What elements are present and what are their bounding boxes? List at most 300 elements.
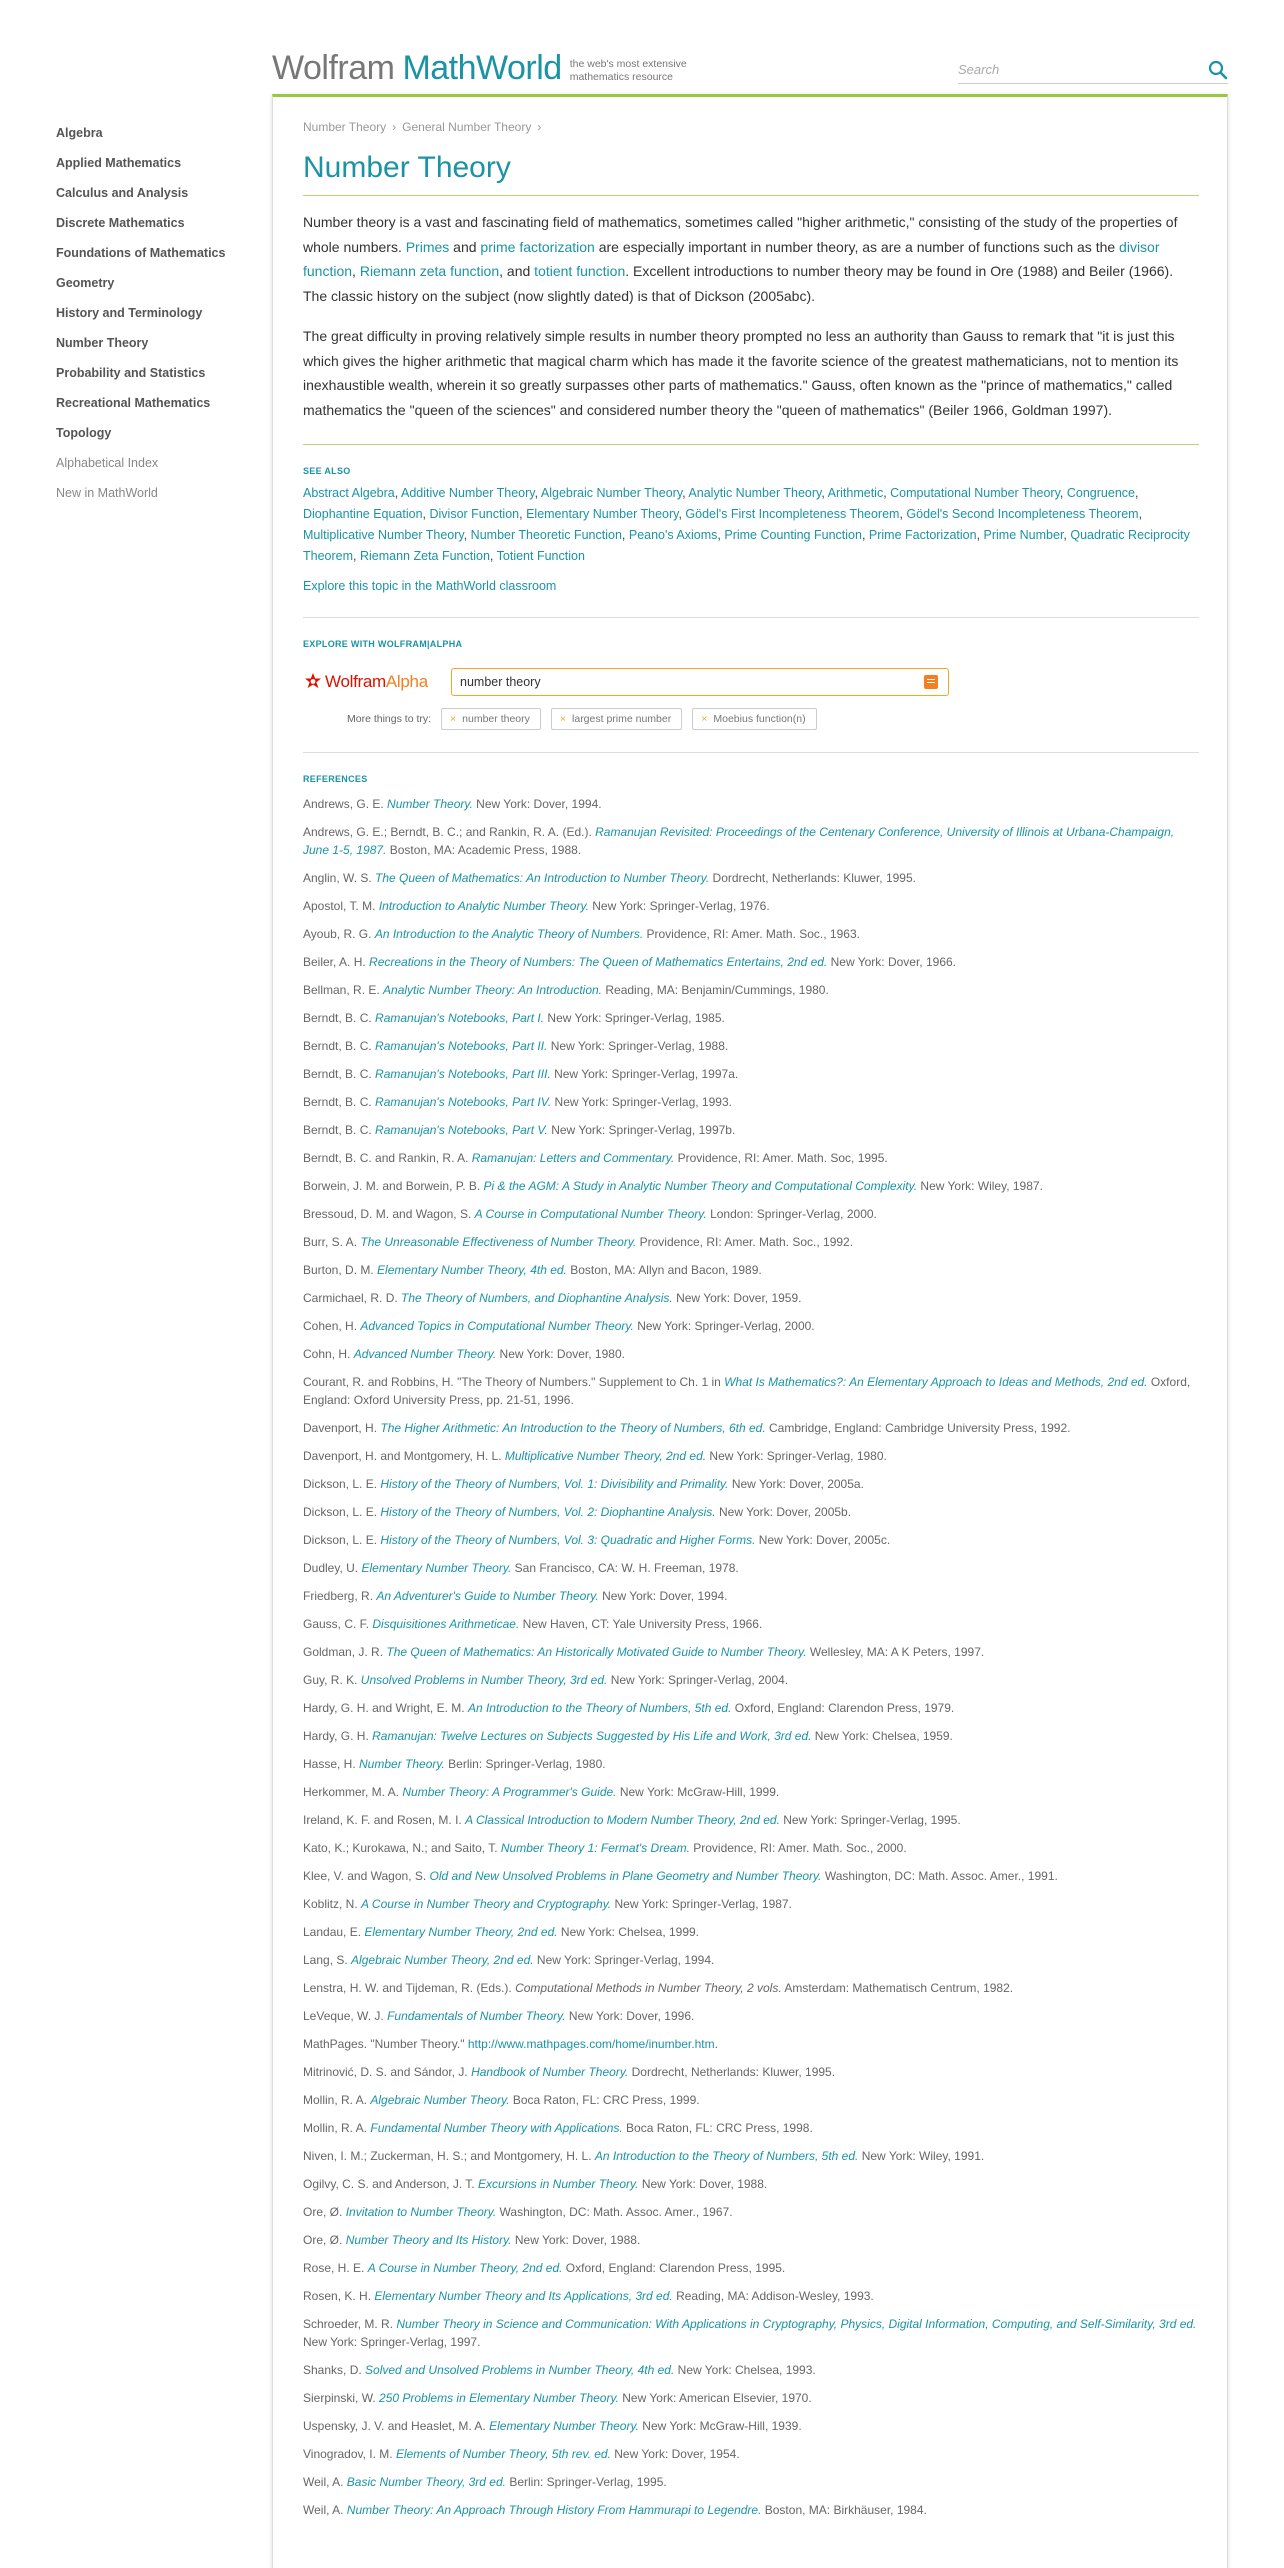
see-also-separator: , xyxy=(519,507,527,521)
reference-authors: Gauss, C. F. xyxy=(303,1617,373,1631)
sidebar-nav xyxy=(56,118,266,508)
reference-authors: Andrews, G. E.; Berndt, B. C.; and Rankin, R. A. (Ed.). xyxy=(303,825,596,839)
reference-title[interactable]: Analytic Number Theory: An Introduction. xyxy=(383,983,603,997)
intro-paragraph xyxy=(303,210,1199,308)
wolfram-alpha-suggestion-chip[interactable]: × Moebius function(n) xyxy=(692,708,816,730)
reference-publisher: Providence, RI: Amer. Math. Soc., 2000. xyxy=(689,1841,907,1855)
reference-item xyxy=(303,1783,1199,1801)
reference-authors: Borwein, J. M. and Borwein, P. B. xyxy=(303,1179,484,1193)
reference-title[interactable]: Ramanujan: Twelve Lectures on Subjects Suggested by His Life and Work, 3rd ed. xyxy=(372,1729,812,1743)
reference-publisher: Oxford, England: Oxford University Press, pp. 21-51, 1996. xyxy=(303,1375,1191,1407)
reference-item xyxy=(303,1121,1199,1139)
site-logo[interactable] xyxy=(272,48,710,88)
sidebar-item-probability-and-statistics[interactable]: Probability and Statistics xyxy=(56,366,206,380)
see-also-link[interactable]: Algebraic Number Theory xyxy=(540,486,683,500)
reference-title[interactable]: Basic Number Theory, 3rd ed. xyxy=(346,2475,506,2489)
explore-classroom-link[interactable]: Explore this topic in the MathWorld classroom xyxy=(303,579,557,593)
reference-publisher: New York: Springer-Verlag, 1976. xyxy=(588,899,770,913)
reference-item xyxy=(303,1289,1199,1307)
sidebar-item-history-and-terminology[interactable]: History and Terminology xyxy=(56,306,203,320)
reference-authors: Cohen, H. xyxy=(303,1319,361,1333)
page-title: Number Theory xyxy=(303,149,1199,196)
reference-title[interactable]: A Course in Number Theory, 2nd ed. xyxy=(367,2261,563,2275)
reference-title[interactable]: Pi & the AGM: A Study in Analytic Number Theory and Computational Complexity. xyxy=(483,1179,918,1193)
reference-item xyxy=(303,2007,1199,2025)
see-also-link[interactable]: Number Theoretic Function xyxy=(470,528,622,542)
reference-publisher: San Francisco, CA: W. H. Freeman, 1978. xyxy=(511,1561,739,1575)
reference-item xyxy=(303,1643,1199,1661)
see-also-separator: , xyxy=(861,528,869,542)
reference-publisher: New York: Springer-Verlag, 1980. xyxy=(706,1449,887,1463)
see-also-separator: , xyxy=(821,486,828,500)
reference-title[interactable]: What Is Mathematics?: An Elementary Approach to Ideas and Methods, 2nd ed. xyxy=(724,1375,1148,1389)
reference-title[interactable]: Number Theory 1: Fermat's Dream. xyxy=(500,1841,690,1855)
paragraph-text: . Excellent introductions to number theory may be found in Ore (1988) and Beiler (1966). The classic history on the subject (now slightly dated) is that of Dickson (2005abc). xyxy=(303,263,1174,304)
see-also-separator: , xyxy=(621,528,629,542)
divider xyxy=(303,752,1199,753)
reference-item xyxy=(303,1811,1199,1829)
divider xyxy=(303,444,1199,445)
reference-item xyxy=(303,2175,1199,2193)
reference-title[interactable]: Elementary Number Theory and Its Applications, 3rd ed. xyxy=(374,2289,673,2303)
reference-item xyxy=(303,1475,1199,1493)
reference-authors: Koblitz, N. xyxy=(303,1897,362,1911)
reference-publisher: New York: Springer-Verlag, 1993. xyxy=(551,1095,732,1109)
wolfram-alpha-logo-text xyxy=(325,672,428,692)
paragraph-text: Number theory is a vast and fascinating field of mathematics, sometimes called "higher arithmetic," consisting of the study of the properties of whole numbers. xyxy=(303,214,1178,255)
reference-authors: Guy, R. K. xyxy=(303,1673,361,1687)
reference-title[interactable]: Ramanujan's Notebooks, Part IV. xyxy=(375,1095,552,1109)
reference-publisher: New York: Springer-Verlag, 1997a. xyxy=(550,1067,739,1081)
reference-title[interactable]: Number Theory: A Programmer's Guide. xyxy=(402,1785,617,1799)
reference-title[interactable]: Excursions in Number Theory. xyxy=(477,2177,639,2191)
reference-authors: Cohn, H. xyxy=(303,1347,354,1361)
see-also-link[interactable]: Peano's Axioms xyxy=(628,528,718,542)
reference-authors: Bressoud, D. M. and Wagon, S. xyxy=(303,1207,475,1221)
reference-authors: Berndt, B. C. xyxy=(303,1039,376,1053)
more-things-to-try xyxy=(347,708,1199,730)
reference-title[interactable]: Unsolved Problems in Number Theory, 3rd ed. xyxy=(360,1673,608,1687)
reference-publisher: New York: Springer-Verlag, 1987. xyxy=(611,1897,792,1911)
reference-publisher: Boca Raton, FL: CRC Press, 1998. xyxy=(622,2121,813,2135)
see-also-separator: , xyxy=(1063,528,1071,542)
reference-publisher: New York: Dover, 1988. xyxy=(638,2177,768,2191)
reference-authors: Berndt, B. C. xyxy=(303,1123,376,1137)
reference-item xyxy=(303,2203,1199,2221)
reference-authors: Berndt, B. C. xyxy=(303,1067,376,1081)
reference-authors: Apostol, T. M. xyxy=(303,899,379,913)
reference-publisher: Dordrecht, Netherlands: Kluwer, 1995. xyxy=(709,871,916,885)
wolfram-alpha-suggestion-chip[interactable]: × largest prime number xyxy=(551,708,682,730)
wolfram-alpha-logo[interactable] xyxy=(303,672,451,692)
reference-authors: Schroeder, M. R. xyxy=(303,2317,397,2331)
reference-publisher: Berlin: Springer-Verlag, 1995. xyxy=(505,2475,667,2489)
reference-authors: Hasse, H. xyxy=(303,1757,360,1771)
see-also-link[interactable]: Totient Function xyxy=(496,549,585,563)
reference-title[interactable]: Number Theory. xyxy=(359,1757,445,1771)
see-also-separator: , xyxy=(883,486,891,500)
reference-publisher: New York: American Elsevier, 1970. xyxy=(618,2391,812,2405)
reference-title[interactable]: Elementary Number Theory, 4th ed. xyxy=(377,1263,567,1277)
reference-publisher: New York: Dover, 1954. xyxy=(610,2447,740,2461)
see-also-separator: , xyxy=(1138,507,1143,521)
reference-authors: Kato, K.; Kurokawa, N.; and Saito, T. xyxy=(303,1841,501,1855)
see-also-separator: , xyxy=(394,486,401,500)
reference-title[interactable]: Introduction to Analytic Number Theory. xyxy=(378,899,589,913)
reference-title[interactable]: Handbook of Number Theory. xyxy=(471,2065,629,2079)
reference-title[interactable]: Number Theory. xyxy=(387,797,473,811)
reference-publisher: New Haven, CT: Yale University Press, 1966. xyxy=(519,1617,763,1631)
sidebar-item-alphabetical-index[interactable]: Alphabetical Index xyxy=(56,456,159,470)
reference-item xyxy=(303,925,1199,943)
reference-title[interactable]: Number Theory and Its History. xyxy=(345,2233,512,2247)
see-also-separator: , xyxy=(976,528,984,542)
reference-publisher: Boston, MA: Academic Press, 1988. xyxy=(386,843,582,857)
see-also-separator: , xyxy=(1059,486,1067,500)
reference-publisher: New York: Dover, 1996. xyxy=(565,2009,695,2023)
reference-publisher: Providence, RI: Amer. Math. Soc., 1992. xyxy=(636,1235,854,1249)
see-also-link[interactable]: Riemann Zeta Function xyxy=(359,549,490,563)
reference-item xyxy=(303,1559,1199,1577)
reference-authors: Burr, S. A. xyxy=(303,1235,361,1249)
reference-publisher: New York: Dover, 1980. xyxy=(496,1347,625,1361)
reference-item xyxy=(303,2361,1199,2379)
reference-publisher: London: Springer-Verlag, 2000. xyxy=(706,1207,877,1221)
reference-item xyxy=(303,1895,1199,1913)
reference-item xyxy=(303,1261,1199,1279)
reference-authors: Dickson, L. E. xyxy=(303,1477,381,1491)
reference-title[interactable]: The Queen of Mathematics: An Historically Motivated Guide to Number Theory. xyxy=(386,1645,807,1659)
reference-publisher: New York: Dover, 2005c. xyxy=(755,1533,891,1547)
wolfram-alpha-input-box xyxy=(451,668,949,696)
breadcrumb-separator: › xyxy=(537,120,542,134)
see-also-separator: , xyxy=(534,486,541,500)
reference-item xyxy=(303,1037,1199,1055)
reference-publisher: Boca Raton, FL: CRC Press, 1999. xyxy=(509,2093,700,2107)
see-also-link[interactable]: Computational Number Theory xyxy=(890,486,1060,500)
see-also-separator: , xyxy=(682,486,689,500)
reference-item xyxy=(303,2035,1199,2053)
reference-title[interactable]: Elements of Number Theory, 5th rev. ed. xyxy=(395,2447,611,2461)
sidebar-item-applied-mathematics[interactable]: Applied Mathematics xyxy=(56,156,182,170)
reference-authors: Lenstra, H. W. and Tijdeman, R. (Eds.). xyxy=(303,1981,516,1995)
see-also-link[interactable]: Additive Number Theory xyxy=(400,486,535,500)
see-also-link[interactable]: Prime Counting Function xyxy=(724,528,862,542)
reference-title[interactable]: Ramanujan's Notebooks, Part II. xyxy=(375,1039,548,1053)
reference-item xyxy=(303,953,1199,971)
reference-authors: Carmichael, R. D. xyxy=(303,1291,402,1305)
reference-title[interactable]: A Course in Number Theory and Cryptography. xyxy=(361,1897,612,1911)
reference-item xyxy=(303,2259,1199,2277)
sidebar-item-new-in-mathworld[interactable]: New in MathWorld xyxy=(56,486,158,500)
wolfram-alpha-suggestion-chip[interactable]: × number theory xyxy=(441,708,541,730)
reference-authors: Mollin, R. A. xyxy=(303,2121,371,2135)
reference-title[interactable]: The Theory of Numbers, and Diophantine Analysis. xyxy=(401,1291,673,1305)
sidebar-item-algebra[interactable]: Algebra xyxy=(56,126,103,140)
reference-item xyxy=(303,1503,1199,1521)
reference-publisher: New York: Springer-Verlag, 1985. xyxy=(544,1011,725,1025)
reference-item xyxy=(303,1447,1199,1465)
see-also-separator: , xyxy=(422,507,430,521)
reference-publisher: New York: Dover, 2005b. xyxy=(715,1505,852,1519)
reference-item xyxy=(303,1727,1199,1745)
reference-authors: Niven, I. M.; Zuckerman, H. S.; and Montgomery, H. L. xyxy=(303,2149,595,2163)
see-also-separator: , xyxy=(1134,486,1139,500)
reference-title[interactable]: Recreations in the Theory of Numbers: The Queen of Mathematics Entertains, 2nd ed. xyxy=(369,955,828,969)
article xyxy=(303,119,1199,2529)
reference-authors: Davenport, H. xyxy=(303,1421,381,1435)
reference-title[interactable]: A Classical Introduction to Modern Number Theory, 2nd ed. xyxy=(465,1813,780,1827)
reference-item xyxy=(303,1093,1199,1111)
reference-authors: Andrews, G. E. xyxy=(303,797,388,811)
reference-publisher: New York: Dover, 1988. xyxy=(511,2233,641,2247)
reference-publisher: New York: Dover, 1994. xyxy=(598,1589,728,1603)
sidebar-item-foundations-of-mathematics[interactable]: Foundations of Mathematics xyxy=(56,246,226,260)
see-also-link[interactable]: Gödel's First Incompleteness Theorem xyxy=(685,507,900,521)
see-also-separator: , xyxy=(717,528,725,542)
see-also-link[interactable]: Multiplicative Number Theory xyxy=(303,528,464,542)
reference-publisher: Amsterdam: Mathematisch Centrum, 1982. xyxy=(781,1981,1014,1995)
see-also-separator: , xyxy=(463,528,471,542)
wolfram-alpha-widget xyxy=(303,668,1199,696)
reference-authors: Uspensky, J. V. and Heaslet, M. A. xyxy=(303,2419,490,2433)
reference-title[interactable]: The Unreasonable Effectiveness of Number Theory. xyxy=(360,1235,637,1249)
reference-item xyxy=(303,1233,1199,1251)
reference-publisher: New York: Chelsea, 1999. xyxy=(557,1925,700,1939)
reference-authors: Dudley, U. xyxy=(303,1561,362,1575)
breadcrumb xyxy=(303,119,1199,135)
reference-authors: Mollin, R. A. xyxy=(303,2093,371,2107)
reference-title[interactable]: 250 Problems in Elementary Number Theory. xyxy=(379,2391,619,2405)
reference-publisher: Oxford, England: Clarendon Press, 1979. xyxy=(731,1701,955,1715)
see-also-link[interactable]: Divisor Function xyxy=(429,507,520,521)
reference-publisher: New York: Dover, 1959. xyxy=(672,1291,802,1305)
reference-item xyxy=(303,2287,1199,2305)
paragraph-text: The great difficulty in proving relatively simple results in number theory prompted no less an authority than Gauss to remark that "it is just this which gives the higher arithmetic that magical charm which has made it the favorite science of the greatest mathematicians, not to mention its inexhaustible wealth, wherein it so greatly surpasses other parts of mathematics." Gauss, often known as the "prince of mathematics," called mathematics the "queen of the sciences" and considered number theory the "queen of mathematics" (Beiler 1966, Goldman 1997). xyxy=(303,328,1179,418)
reference-item xyxy=(303,1587,1199,1605)
see-also-link[interactable]: Arithmetic xyxy=(827,486,884,500)
reference-publisher: . xyxy=(714,2037,718,2051)
reference-title[interactable]: Elementary Number Theory. xyxy=(361,1561,512,1575)
inline-link[interactable]: prime factorization xyxy=(480,238,595,255)
breadcrumb-link[interactable]: General Number Theory xyxy=(402,120,532,134)
reference-publisher: New York: Chelsea, 1959. xyxy=(811,1729,953,1743)
reference-publisher: New York: Wiley, 1991. xyxy=(858,2149,985,2163)
reference-item xyxy=(303,2389,1199,2407)
reference-item xyxy=(303,1923,1199,1941)
see-also-link[interactable]: Diophantine Equation xyxy=(303,507,423,521)
reference-authors: Landau, E. xyxy=(303,1925,365,1939)
reference-title[interactable]: Ramanujan: Letters and Commentary. xyxy=(471,1151,675,1165)
reference-publisher: New York: Chelsea, 1993. xyxy=(674,2363,816,2377)
reference-title[interactable]: Elementary Number Theory, 2nd ed. xyxy=(364,1925,558,1939)
reference-item xyxy=(303,2417,1199,2435)
reference-authors: Rose, H. E. xyxy=(303,2261,368,2275)
reference-item xyxy=(303,1671,1199,1689)
reference-publisher: Oxford, England: Clarendon Press, 1995. xyxy=(562,2261,786,2275)
sidebar-item-number-theory[interactable]: Number Theory xyxy=(56,336,149,350)
reference-title[interactable]: Ramanujan Revisited: Proceedings of the Centenary Conference, University of Illinois at Urbana-Champaign, June 1-5, 1987. xyxy=(303,825,1175,857)
reference-publisher: New York: McGraw-Hill, 1939. xyxy=(638,2419,802,2433)
reference-item xyxy=(303,2231,1199,2249)
see-also-separator: , xyxy=(678,507,686,521)
reference-title[interactable]: Elementary Number Theory. xyxy=(489,2419,639,2433)
inline-link[interactable]: Riemann zeta function xyxy=(359,263,500,279)
reference-authors: Goldman, J. R. xyxy=(303,1645,387,1659)
reference-title[interactable]: An Adventurer's Guide to Number Theory. xyxy=(376,1589,599,1603)
reference-title[interactable]: Disquisitiones Arithmeticae. xyxy=(372,1617,520,1631)
reference-authors: Ore, Ø. xyxy=(303,2205,346,2219)
reference-item xyxy=(303,1699,1199,1717)
see-also-link[interactable]: Abstract Algebra xyxy=(303,486,395,500)
reference-item xyxy=(303,2501,1199,2519)
reference-title[interactable]: Fundamentals of Number Theory. xyxy=(387,2009,566,2023)
sidebar-item-recreational-mathematics[interactable]: Recreational Mathematics xyxy=(56,396,211,410)
reference-authors: Ayoub, R. G. xyxy=(303,927,375,941)
reference-authors: Bellman, R. E. xyxy=(303,983,384,997)
see-also-link[interactable]: Elementary Number Theory xyxy=(526,507,679,521)
reference-publisher: Washington, DC: Math. Assoc. Amer., 1991. xyxy=(821,1869,1058,1883)
reference-title[interactable]: Invitation to Number Theory. xyxy=(345,2205,497,2219)
reference-item xyxy=(303,2091,1199,2109)
reference-publisher: New York: Wiley, 1987. xyxy=(917,1179,1043,1193)
reference-publisher: New York: Springer-Verlag, 1995. xyxy=(779,1813,961,1827)
reference-authors: Hardy, G. H. xyxy=(303,1729,373,1743)
reference-authors: Rosen, K. H. xyxy=(303,2289,375,2303)
reference-title[interactable]: History of the Theory of Numbers, Vol. 2: Diophantine Analysis. xyxy=(380,1505,716,1519)
reference-title[interactable]: Ramanujan's Notebooks, Part I. xyxy=(375,1011,545,1025)
sidebar-item-discrete-mathematics[interactable]: Discrete Mathematics xyxy=(56,216,185,230)
reference-authors: Mitrinović, D. S. and Sándor, J. xyxy=(303,2065,472,2079)
reference-title[interactable]: Solved and Unsolved Problems in Number Theory, 4th ed. xyxy=(365,2363,675,2377)
reference-publisher: Boston, MA: Allyn and Bacon, 1989. xyxy=(566,1263,762,1277)
see-also-separator: , xyxy=(899,507,907,521)
search-input[interactable] xyxy=(958,56,1188,82)
reference-publisher: Washington, DC: Math. Assoc. Amer., 1967. xyxy=(496,2205,733,2219)
reference-url-link[interactable]: http://www.mathpages.com/home/inumber.htm xyxy=(467,2037,715,2051)
reference-authors: Hardy, G. H. and Wright, E. M. xyxy=(303,1701,468,1715)
reference-title[interactable]: An Introduction to the Theory of Numbers, 5th ed. xyxy=(467,1701,732,1715)
reference-publisher: Boston, MA: Birkhäuser, 1984. xyxy=(761,2503,927,2517)
reference-authors: Klee, V. and Wagon, S. xyxy=(303,1869,430,1883)
wolfram-alpha-query-input[interactable] xyxy=(452,669,892,695)
gauss-paragraph xyxy=(303,324,1199,422)
see-also-link[interactable]: Analytic Number Theory xyxy=(688,486,822,500)
reference-title[interactable]: Number Theory in Science and Communication: With Applications in Cryptography, Physics, Digital Information, Computing, and Self-Similarity, 3rd ed. xyxy=(396,2317,1197,2331)
sidebar-item-calculus-and-analysis[interactable]: Calculus and Analysis xyxy=(56,186,189,200)
reference-item xyxy=(303,1755,1199,1773)
reference-title[interactable]: Algebraic Number Theory, 2nd ed. xyxy=(351,1953,534,1967)
reference-title[interactable]: Ramanujan's Notebooks, Part III. xyxy=(375,1067,551,1081)
reference-title[interactable]: History of the Theory of Numbers, Vol. 1: Divisibility and Primality. xyxy=(380,1477,729,1491)
reference-item xyxy=(303,1839,1199,1857)
reference-title[interactable]: Multiplicative Number Theory, 2nd ed. xyxy=(504,1449,707,1463)
reference-authors: Herkommer, M. A. xyxy=(303,1785,403,1799)
reference-item xyxy=(303,795,1199,813)
breadcrumb-link[interactable]: Number Theory xyxy=(303,120,387,134)
see-also-list xyxy=(303,483,1199,567)
inline-link[interactable]: divisor function xyxy=(303,238,1160,279)
reference-item xyxy=(303,2147,1199,2165)
references-heading: REFERENCES xyxy=(303,774,368,784)
reference-item xyxy=(303,1979,1199,1997)
logo-wolfram-text: Wolfram xyxy=(272,49,395,87)
inline-link[interactable]: totient function xyxy=(534,263,626,279)
reference-publisher: New York: McGraw-Hill, 1999. xyxy=(616,1785,780,1799)
inline-link[interactable]: Primes xyxy=(405,238,450,255)
reference-title[interactable]: History of the Theory of Numbers, Vol. 3: Quadratic and Higher Forms. xyxy=(380,1533,756,1547)
reference-authors: Vinogradov, I. M. xyxy=(303,2447,396,2461)
reference-title[interactable]: Ramanujan's Notebooks, Part V. xyxy=(375,1123,548,1137)
reference-item xyxy=(303,1065,1199,1083)
reference-item xyxy=(303,1345,1199,1363)
reference-publisher: Cambridge, England: Cambridge University Press, 1992. xyxy=(765,1421,1071,1435)
sidebar-item-geometry[interactable]: Geometry xyxy=(56,276,115,290)
reference-authors: Weil, A. xyxy=(303,2475,347,2489)
see-also-link[interactable]: Prime Number xyxy=(983,528,1064,542)
reference-title[interactable]: The Queen of Mathematics: An Introduction to Number Theory. xyxy=(375,871,710,885)
reference-title[interactable]: Algebraic Number Theory. xyxy=(370,2093,510,2107)
reference-publisher: Dordrecht, Netherlands: Kluwer, 1995. xyxy=(628,2065,836,2079)
reference-item xyxy=(303,1149,1199,1167)
reference-item xyxy=(303,2473,1199,2491)
reference-authors: Berndt, B. C. xyxy=(303,1011,376,1025)
logo-tagline: the web's most extensive mathematics resource xyxy=(569,58,687,83)
wolfram-alpha-heading: EXPLORE WITH WOLFRAM|ALPHA xyxy=(303,639,463,649)
site-header xyxy=(272,48,1228,96)
reference-authors: Lang, S. xyxy=(303,1953,352,1967)
reference-publisher: Providence, RI: Amer. Math. Soc., 1963. xyxy=(643,927,860,941)
reference-authors: Ore, Ø. xyxy=(303,2233,346,2247)
reference-title[interactable]: A Course in Computational Number Theory. xyxy=(474,1207,707,1221)
reference-title[interactable]: Old and New Unsolved Problems in Plane Geometry and Number Theory. xyxy=(429,1869,822,1883)
reference-title[interactable]: An Introduction to the Theory of Numbers, 5th ed. xyxy=(594,2149,859,2163)
reference-authors: Dickson, L. E. xyxy=(303,1505,381,1519)
reference-title[interactable]: Advanced Topics in Computational Number Theory. xyxy=(360,1319,634,1333)
reference-authors: Davenport, H. and Montgomery, H. L. xyxy=(303,1449,505,1463)
reference-publisher: New York: Springer-Verlag, 2004. xyxy=(607,1673,789,1687)
see-also-link[interactable]: Prime Factorization xyxy=(868,528,977,542)
reference-item xyxy=(303,869,1199,887)
sidebar-item-topology[interactable]: Topology xyxy=(56,426,112,440)
reference-item xyxy=(303,1317,1199,1335)
reference-item xyxy=(303,2063,1199,2081)
reference-title[interactable]: Number Theory: An Approach Through History From Hammurapi to Legendre. xyxy=(346,2503,762,2517)
reference-authors: Anglin, W. S. xyxy=(303,871,376,885)
reference-title[interactable]: Fundamental Number Theory with Applications. xyxy=(370,2121,623,2135)
logo-mathworld-text: MathWorld xyxy=(402,49,562,87)
reference-item xyxy=(303,1951,1199,1969)
see-also-link[interactable]: Gödel's Second Incompleteness Theorem xyxy=(906,507,1139,521)
reference-title[interactable]: The Higher Arithmetic: An Introduction to the Theory of Numbers, 6th ed. xyxy=(380,1421,766,1435)
search-icon[interactable] xyxy=(1208,60,1228,80)
see-also-link[interactable]: Congruence xyxy=(1066,486,1135,500)
reference-authors: Dickson, L. E. xyxy=(303,1533,381,1547)
reference-authors: Courant, R. and Robbins, H. "The Theory of Numbers." Supplement to Ch. 1 in xyxy=(303,1375,725,1389)
wolfram-alpha-go-icon[interactable] xyxy=(924,675,938,689)
reference-authors: Ogilvy, C. S. and Anderson, J. T. xyxy=(303,2177,478,2191)
reference-item xyxy=(303,1419,1199,1437)
reference-title[interactable]: Advanced Number Theory. xyxy=(353,1347,497,1361)
reference-authors: Berndt, B. C. and Rankin, R. A. xyxy=(303,1151,472,1165)
reference-item xyxy=(303,1531,1199,1549)
reference-publisher: New York: Springer-Verlag, 1988. xyxy=(547,1039,729,1053)
reference-publisher: New York: Springer-Verlag, 2000. xyxy=(633,1319,815,1333)
reference-title[interactable]: An Introduction to the Analytic Theory of Numbers. xyxy=(374,927,644,941)
paragraph-text: are especially important in number theory, as are a number of functions such as the xyxy=(594,238,1120,255)
reference-publisher: Reading, MA: Benjamin/Cummings, 1980. xyxy=(602,983,829,997)
see-also-link[interactable]: Quadratic Reciprocity Theorem xyxy=(303,528,1190,563)
